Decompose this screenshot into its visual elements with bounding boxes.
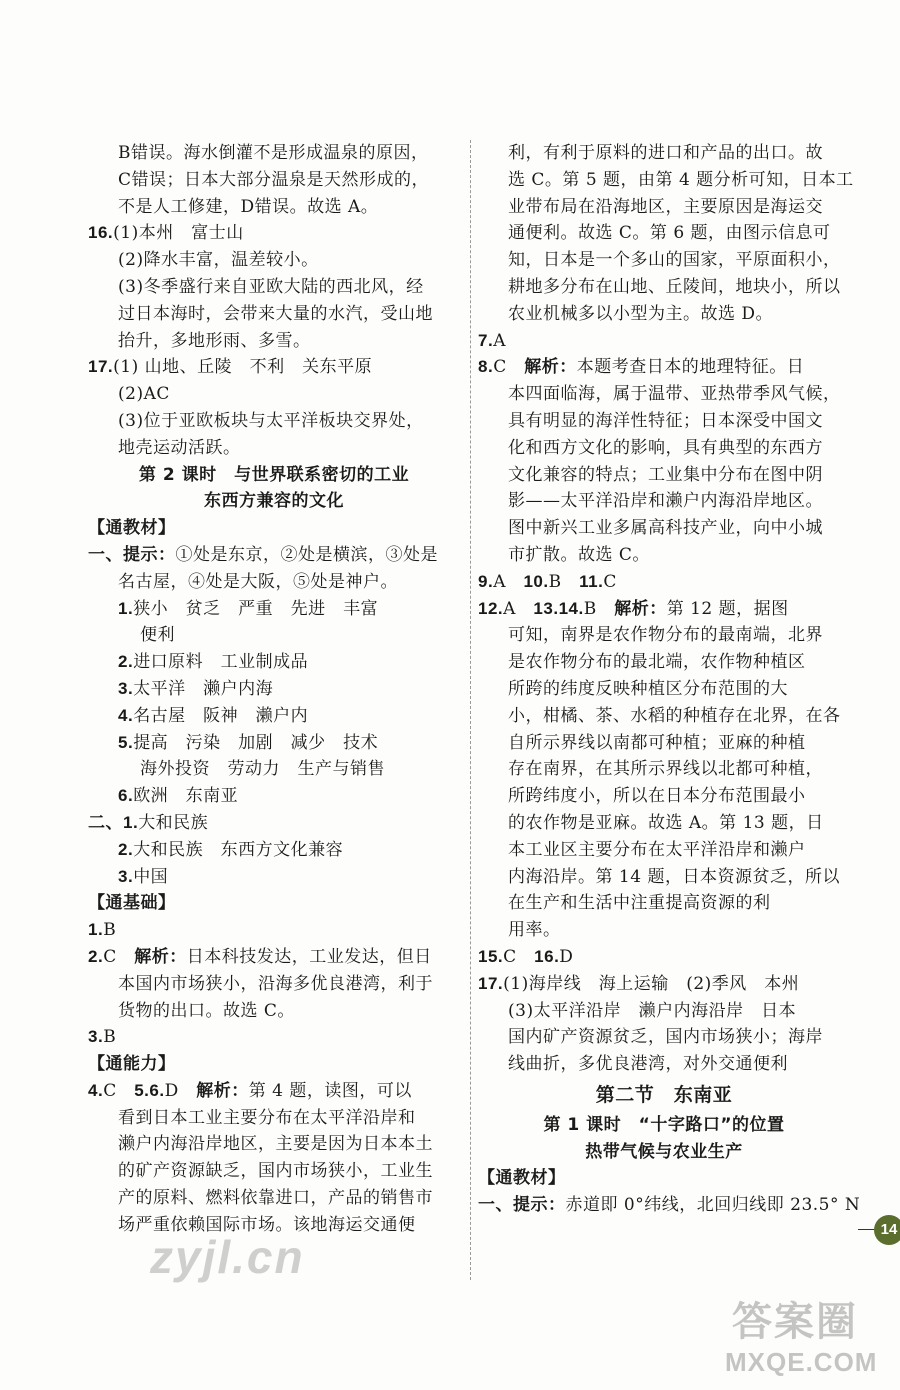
left-line — [88, 274, 460, 301]
question-number: 5. — [118, 732, 134, 752]
question-number: 13. — [533, 598, 559, 618]
line-text: 小，柑橘、茶、水稻的种植存在北界，在各 — [508, 705, 841, 726]
line-text: (1)海岸线 海上运输 (2)季风 本州 — [503, 973, 800, 994]
line-text: 热带气候与农业生产 — [585, 1141, 743, 1162]
right-column — [478, 140, 861, 1219]
analysis-label: 解析： — [196, 1080, 249, 1101]
right-line — [478, 569, 850, 596]
question-number: 一、 — [88, 544, 123, 564]
left-line — [88, 1105, 460, 1132]
question-number: 3. — [88, 1027, 104, 1047]
line-text: (3)太平洋沿岸 濑户内海沿岸 日本 — [508, 1000, 797, 1021]
left-line — [88, 301, 460, 328]
left-line — [88, 140, 460, 167]
line-text: 本国内市场狭小，沿海多优良港湾，利于 — [118, 973, 433, 994]
right-line — [478, 837, 850, 864]
left-line — [88, 917, 460, 944]
right-line — [478, 1165, 850, 1192]
line-text: B — [103, 920, 117, 941]
line-text: 本工业区主要分布在太平洋沿岸和濑户 — [508, 839, 806, 860]
line-text: 大和民族 东西方文化兼容 — [133, 839, 344, 860]
line-text: 市扩散。故选 C。 — [508, 544, 650, 565]
question-number: 14. — [558, 598, 584, 618]
left-line — [88, 1131, 460, 1158]
line-text: 第 1 课时 “十字路口”的位置 — [543, 1114, 785, 1135]
line-text: 的矿产资源缺乏，国内市场狭小，工业生 — [118, 1161, 433, 1182]
line-text: 所跨的纬度反映种植区分布范围的大 — [508, 678, 788, 699]
left-line — [88, 622, 460, 649]
left-line — [88, 381, 460, 408]
line-text: 文化兼容的特点；工业集中分布在图中阴 — [508, 464, 823, 485]
line-text: 日本科技发达，工业发达，但日 — [186, 946, 432, 967]
right-line — [478, 274, 850, 301]
line-text: 抬升，多地形雨、多雪。 — [118, 330, 311, 351]
line-text: 化和西方文化的影响，具有典型的东西方 — [508, 437, 823, 458]
line-text: 不是人工修建，D错误。故选 A。 — [118, 196, 379, 217]
right-line — [478, 622, 850, 649]
line-text: A — [493, 571, 524, 592]
question-number: 5. — [134, 1080, 150, 1100]
right-line — [478, 167, 854, 194]
question-number: 6. — [149, 1080, 165, 1100]
line-text: 进口原料 工业制成品 — [133, 652, 309, 673]
left-line — [88, 1078, 460, 1105]
question-number: 10. — [523, 571, 549, 591]
right-line — [478, 381, 850, 408]
line-text: 国内矿产资源贫乏，国内市场狭小；海岸 — [508, 1027, 823, 1048]
line-text: 在生产和生活中注重提高资源的利 — [508, 893, 771, 914]
right-line — [478, 194, 850, 221]
question-number: 17. — [478, 973, 504, 993]
question-number: 4. — [118, 705, 134, 725]
question-number: 1. — [88, 920, 104, 940]
line-text: 农业机械多以小型为主。故选 D。 — [508, 303, 774, 324]
line-text: C — [603, 571, 617, 592]
left-line — [88, 703, 460, 730]
line-text: 第 4 题，读图，可以 — [248, 1080, 412, 1101]
right-line — [478, 890, 850, 917]
left-line — [88, 1158, 460, 1185]
line-text: 太平洋 濑户内海 — [133, 678, 274, 699]
question-number: 2. — [118, 839, 134, 859]
line-text: (1)本州 富士山 — [113, 223, 244, 244]
line-text: 【通教材】 — [88, 518, 176, 539]
left-line — [88, 944, 460, 971]
right-line — [478, 596, 850, 623]
left-line — [88, 971, 460, 998]
question-number: 2. — [118, 652, 134, 672]
watermark-right-bottom: MXQE.COM — [725, 1347, 878, 1377]
line-text: 便利 — [140, 625, 175, 646]
line-text: C — [103, 1080, 135, 1101]
hint-label: 提示： — [513, 1195, 566, 1216]
right-line — [478, 354, 850, 381]
line-text: 可知，南界是农作物分布的最南端，北界 — [508, 625, 823, 646]
line-text: 第 2 课时 与世界联系密切的工业 — [138, 464, 410, 485]
line-text: 线曲折，多优良港湾，对外交通便利 — [508, 1054, 788, 1075]
left-line — [88, 810, 460, 837]
left-line — [88, 488, 460, 515]
line-text: (3)位于亚欧板块与太平洋板块交界处， — [118, 410, 424, 431]
line-text: C — [503, 946, 535, 967]
line-text: 存在南界，在其所示界线以北都可种植， — [508, 759, 823, 780]
watermark-right — [725, 1290, 878, 1378]
line-text: A — [493, 330, 506, 351]
right-line — [478, 649, 850, 676]
line-text: 海外投资 劳动力 生产与销售 — [140, 759, 385, 780]
question-number: 7. — [478, 330, 494, 350]
left-line — [88, 569, 460, 596]
right-line — [478, 1192, 861, 1219]
right-line — [478, 810, 850, 837]
right-line — [478, 247, 850, 274]
right-line — [478, 408, 850, 435]
question-number: 12. — [478, 598, 504, 618]
line-text: C错误；日本大部分温泉是天然形成的， — [118, 169, 430, 190]
line-text: 用率。 — [508, 920, 561, 941]
left-line — [88, 435, 460, 462]
line-text: 地壳运动活跃。 — [118, 437, 241, 458]
line-text: 第 12 题，据图 — [666, 598, 789, 619]
line-text: 耕地多分布在山地、丘陵间，地块小，所以 — [508, 276, 841, 297]
line-text: B错误。海水倒灌不是形成温泉的原因， — [118, 143, 429, 163]
line-text: (3)冬季盛行来自亚欧大陆的西北风，经 — [118, 276, 424, 297]
right-line — [478, 998, 850, 1025]
right-line — [478, 140, 850, 167]
right-line — [478, 515, 850, 542]
question-number: 6. — [118, 786, 134, 806]
line-text: C — [493, 357, 525, 378]
line-text: 内海沿岸。第 14 题，日本资源贫乏，所以 — [508, 866, 840, 887]
line-text: 大和民族 — [138, 812, 209, 833]
line-text: 所跨纬度小，所以在日本分布范围最小 — [508, 786, 806, 807]
question-number: 15. — [478, 946, 504, 966]
watermark-right-top: 答案圈 — [732, 1299, 858, 1345]
question-number: 一、 — [478, 1195, 513, 1215]
line-text: A — [503, 598, 534, 619]
right-line — [478, 703, 850, 730]
right-line — [478, 1139, 850, 1166]
line-text: 【通能力】 — [88, 1054, 176, 1075]
left-line — [88, 194, 460, 221]
line-text: 濑户内海沿岸地区，主要是因为日本本土 — [118, 1134, 433, 1155]
left-line — [88, 596, 460, 623]
line-text: ①处是东京，②处是横滨，③处是 — [175, 544, 438, 565]
line-text: B — [103, 1027, 117, 1048]
hint-label: 提示： — [123, 544, 176, 565]
line-text: 【通基础】 — [88, 893, 176, 914]
line-text: 东西方兼容的文化 — [204, 491, 344, 512]
line-text: 赤道即 0°纬线，北回归线即 23.5° N — [565, 1195, 861, 1216]
line-text: B — [548, 571, 580, 592]
line-text: 影——太平洋沿岸和濑户内海沿岸地区。 — [508, 491, 823, 512]
line-text: 的农作物是亚麻。故选 A。第 13 题，日 — [508, 812, 824, 833]
line-text: 中国 — [133, 866, 169, 887]
right-line — [478, 944, 850, 971]
right-line — [478, 1051, 850, 1078]
column-divider — [470, 140, 471, 1280]
line-text: 【通教材】 — [478, 1168, 566, 1189]
left-line — [88, 328, 460, 355]
question-number: 11. — [579, 571, 604, 591]
line-text: 选 C。第 5 题，由第 4 题分析可知，日本工 — [508, 169, 854, 190]
left-line — [88, 354, 460, 381]
right-line — [478, 756, 850, 783]
line-text: 业带布局在沿海地区，主要原因是海运交 — [508, 196, 823, 217]
right-line — [478, 435, 850, 462]
question-number: 16. — [88, 223, 114, 243]
right-line — [478, 220, 850, 247]
line-text: (2)降水丰富，温差较小。 — [118, 250, 319, 271]
left-line — [88, 247, 460, 274]
left-line — [88, 220, 460, 247]
line-text: 场严重依赖国际市场。该地海运交通便 — [118, 1214, 416, 1235]
right-line — [478, 864, 850, 891]
left-line — [88, 864, 460, 891]
line-text: 名古屋 阪神 濑户内 — [133, 705, 309, 726]
right-line — [478, 1112, 850, 1139]
left-line — [88, 542, 460, 569]
right-line — [478, 917, 850, 944]
left-line — [88, 462, 460, 489]
line-text: 提高 污染 加剧 减少 技术 — [133, 732, 379, 753]
line-text: 具有明显的海洋性特征；日本深受中国文 — [508, 410, 823, 431]
left-line — [88, 890, 460, 917]
line-text: 本题考查日本的地理特征。日 — [576, 357, 805, 378]
right-line — [478, 730, 850, 757]
line-text: 本四面临海，属于温带、亚热带季风气候， — [508, 384, 841, 405]
line-text: 产的原料、燃料依靠进口，产品的销售市 — [118, 1188, 433, 1209]
line-text: 过日本海时，会带来大量的水汽，受山地 — [118, 303, 433, 324]
left-line — [88, 783, 460, 810]
right-line — [478, 783, 850, 810]
line-text: 自所示界线以南都可种植；亚麻的种植 — [508, 732, 806, 753]
analysis-label: 解析： — [614, 598, 667, 619]
analysis-label: 解析： — [524, 357, 577, 378]
line-text: 知，日本是一个多山的国家，平原面积小， — [508, 250, 841, 271]
line-text: (2)AC — [118, 384, 170, 405]
line-text: 图中新兴工业多属高科技产业，向中小城 — [508, 518, 823, 539]
right-line — [478, 676, 850, 703]
left-line — [88, 1185, 460, 1212]
question-number: 16. — [534, 946, 560, 966]
left-line — [88, 1024, 460, 1051]
line-text: C — [103, 946, 135, 967]
left-line — [88, 515, 460, 542]
line-text: D — [559, 946, 574, 967]
left-line — [88, 837, 460, 864]
line-text: 货物的出口。故选 C。 — [118, 1000, 295, 1021]
line-text: D — [164, 1080, 197, 1101]
line-text: B — [583, 598, 615, 619]
analysis-label: 解析： — [134, 946, 187, 967]
question-number: 二、1. — [88, 812, 139, 832]
line-text: 狭小 贫乏 严重 先进 丰富 — [133, 598, 379, 619]
right-line — [478, 488, 850, 515]
right-line — [478, 542, 850, 569]
left-column — [88, 140, 460, 1239]
right-line — [478, 462, 850, 489]
right-line — [478, 328, 850, 355]
question-number: 9. — [478, 571, 494, 591]
line-text: 利，有利于原料的进口和产品的出口。故 — [508, 143, 823, 163]
left-line — [88, 730, 460, 757]
question-number: 3. — [118, 866, 134, 886]
line-text: 是农作物分布的最北端，农作物种植区 — [508, 652, 806, 673]
question-number: 17. — [88, 357, 114, 377]
question-number: 4. — [88, 1080, 104, 1100]
right-line — [478, 971, 850, 998]
left-line — [88, 998, 460, 1025]
line-text: 名古屋，④处是大阪，⑤处是神户。 — [118, 571, 398, 592]
watermark-left: zyjl.cn — [150, 1231, 305, 1283]
right-line — [478, 1078, 850, 1112]
right-line — [478, 301, 850, 328]
line-text: (1) 山地、丘陵 不利 关东平原 — [113, 357, 373, 378]
page-number: 14 — [874, 1215, 900, 1245]
question-number: 3. — [118, 678, 134, 698]
line-text: 通便利。故选 C。第 6 题，由图示信息可 — [508, 223, 831, 244]
left-line — [88, 649, 460, 676]
left-line — [88, 676, 460, 703]
left-line — [88, 1051, 460, 1078]
question-number: 1. — [118, 598, 134, 618]
line-text: 第二节 东南亚 — [595, 1083, 733, 1106]
question-number: 2. — [88, 946, 104, 966]
right-line — [478, 1024, 850, 1051]
question-number: 8. — [478, 357, 494, 377]
line-text: 看到日本工业主要分布在太平洋沿岸和 — [118, 1107, 416, 1128]
left-line — [88, 756, 460, 783]
left-line — [88, 408, 460, 435]
left-line — [88, 167, 460, 194]
line-text: 欧洲 东南亚 — [133, 786, 239, 807]
